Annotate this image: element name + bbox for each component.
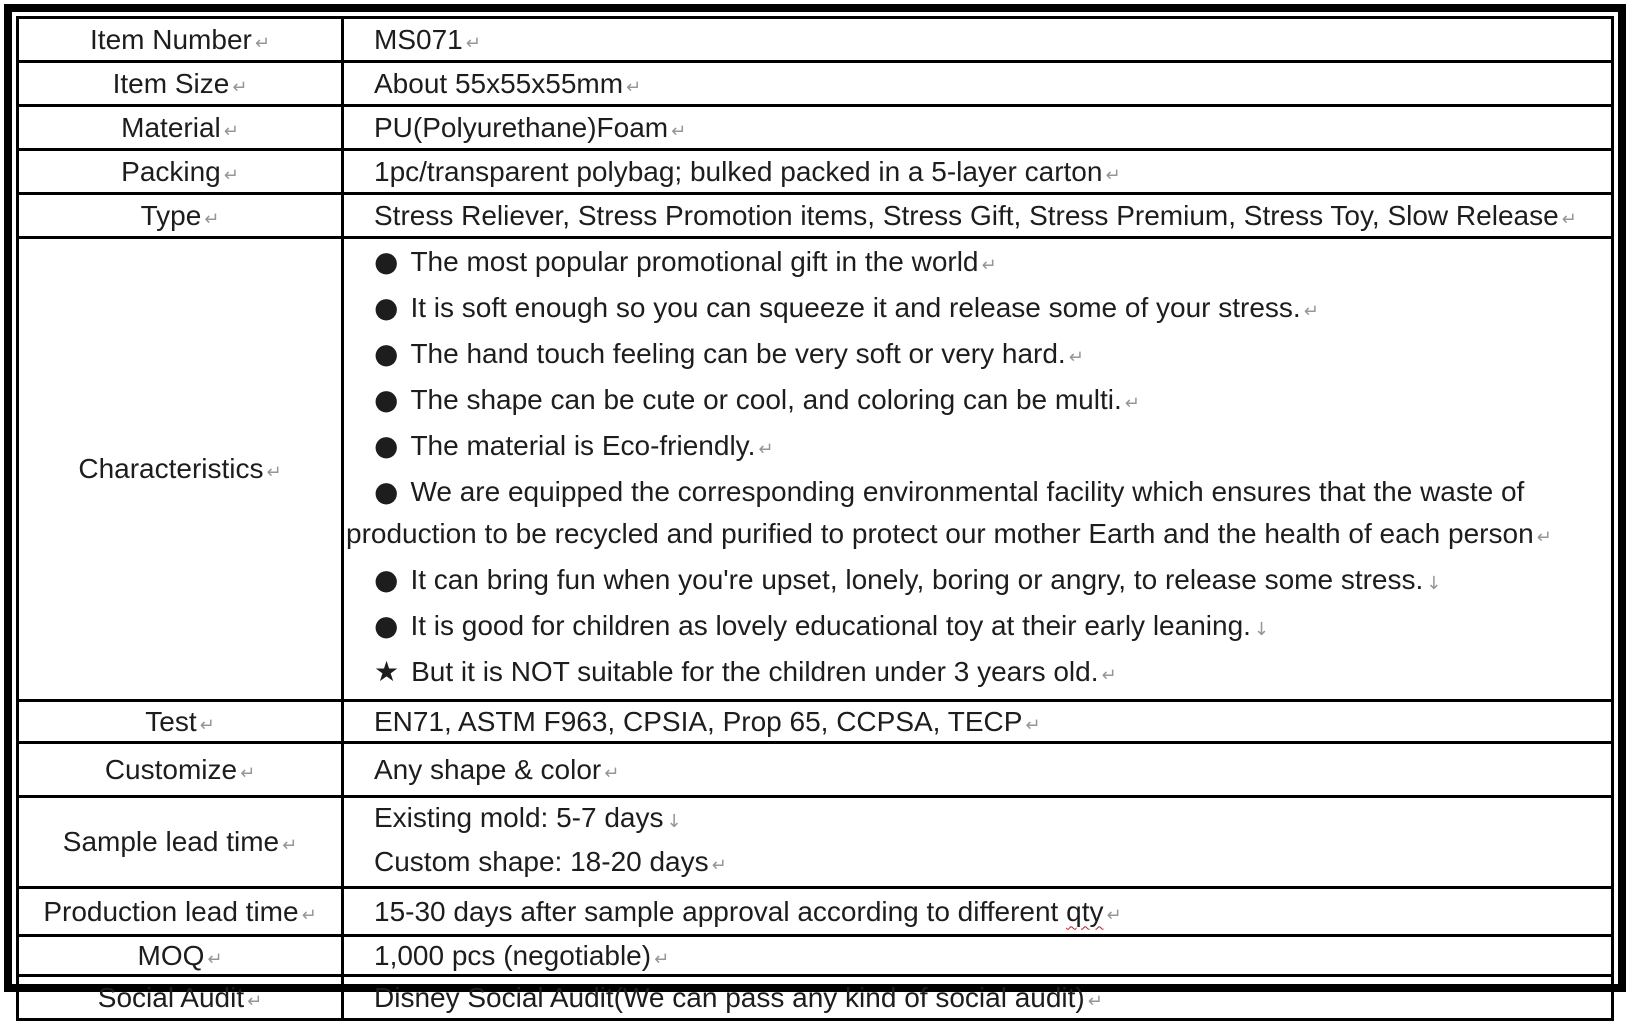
- row-label: Packing: [121, 155, 221, 187]
- characteristic-line: [346, 605, 1605, 651]
- table-row-production-lead-time: [18, 888, 1613, 936]
- misspelled-word: qty: [1066, 895, 1104, 927]
- table-row: [18, 194, 1613, 238]
- label-cell: [18, 797, 343, 888]
- row-value: 1pc/transparent polybag; bulked packed in a 5-layer carton: [374, 155, 1103, 187]
- characteristic-text: The most popular promotional gift in the world: [410, 246, 979, 277]
- bullet-icon: ●: [374, 245, 399, 278]
- characteristic-line: [346, 651, 1605, 697]
- label-cell: [18, 150, 343, 194]
- value-cell: [343, 743, 1613, 797]
- characteristic-line: [346, 287, 1605, 333]
- row-label: Production lead time: [43, 895, 299, 927]
- table-row: [18, 976, 1613, 1020]
- characteristic-text: The material is Eco-friendly.: [410, 430, 756, 461]
- table-row-characteristics: [18, 238, 1613, 701]
- bullet-icon: ●: [374, 291, 399, 324]
- characteristic-text: But it is NOT suitable for the children under 3 years old.: [411, 656, 1099, 687]
- paragraph-mark: ↵: [1068, 347, 1084, 368]
- characteristics-cell: [343, 238, 1613, 701]
- paragraph-mark: ↵: [626, 76, 642, 98]
- paragraph-mark: ↵: [254, 32, 270, 54]
- row-value: Disney Social Audit(We can pass any kind of social audit): [374, 981, 1085, 1013]
- table-row: [18, 62, 1613, 106]
- characteristic-text: The shape can be cute or cool, and coloring can be multi.: [410, 384, 1122, 415]
- paragraph-mark: ↵: [981, 255, 997, 276]
- paragraph-mark: ↵: [204, 208, 220, 230]
- paragraph-mark: ↵: [1101, 665, 1117, 686]
- paragraph-mark: ↵: [1124, 393, 1140, 414]
- characteristic-text: It is good for children as lovely educational toy at their early leaning.: [410, 610, 1251, 641]
- paragraph-mark: ↵: [1561, 208, 1577, 230]
- label-cell: [18, 936, 343, 976]
- label-cell: [18, 701, 343, 743]
- characteristic-line: [346, 471, 1605, 559]
- row-label: Item Size: [112, 67, 230, 99]
- label-cell: [18, 194, 343, 238]
- value-cell: [343, 18, 1613, 62]
- paragraph-mark: ↵: [1106, 904, 1122, 926]
- paragraph-mark: ↵: [207, 948, 223, 970]
- characteristic-text: It is soft enough so you can squeeze it and release some of your stress.: [410, 292, 1301, 323]
- bullet-icon: ●: [374, 563, 399, 596]
- characteristic-line: [346, 379, 1605, 425]
- table-row: [18, 701, 1613, 743]
- paragraph-mark: ↵: [465, 32, 481, 54]
- row-value: 1,000 pcs (negotiable): [374, 939, 652, 971]
- bullet-icon: ●: [374, 609, 399, 642]
- row-value: PU(Polyurethane)Foam: [374, 111, 669, 143]
- paragraph-mark: ↵: [758, 439, 774, 460]
- paragraph-mark: ↵: [1025, 714, 1041, 736]
- label-cell: [18, 976, 343, 1020]
- paragraph-mark: ↵: [266, 462, 282, 483]
- table-row: [18, 936, 1613, 976]
- value-cell: [343, 150, 1613, 194]
- row-label: Customize: [104, 753, 238, 785]
- paragraph-mark: ↵: [1087, 990, 1103, 1012]
- paragraph-mark: ↵: [301, 904, 317, 926]
- linebreak-mark: ↓: [666, 811, 682, 832]
- row-label: Test: [145, 705, 197, 737]
- document-page: [4, 4, 1626, 1013]
- row-value: EN71, ASTM F963, CPSIA, Prop 65, CCPSA, TECP: [374, 705, 1023, 737]
- row-value: Existing mold: 5-7 days: [374, 802, 664, 833]
- value-line: [374, 798, 1603, 842]
- characteristic-line: [346, 333, 1605, 379]
- paragraph-mark: ↵: [671, 120, 687, 142]
- row-label: Social Audit: [97, 981, 245, 1013]
- value-cell: [343, 936, 1613, 976]
- value-line: [374, 842, 1603, 886]
- value-cell: [343, 194, 1613, 238]
- linebreak-mark: ↓: [1253, 619, 1270, 640]
- row-label: Item Number: [90, 23, 252, 55]
- paragraph-mark: ↵: [247, 990, 263, 1012]
- row-value: Stress Reliever, Stress Promotion items, Stress Gift, Stress Premium, Stress Toy, Slow Release: [374, 199, 1559, 231]
- bullet-icon: ●: [374, 337, 399, 370]
- characteristic-text: The hand touch feeling can be very soft or very hard.: [410, 338, 1066, 369]
- paragraph-mark: ↵: [654, 948, 670, 970]
- paragraph-mark: ↵: [199, 714, 215, 736]
- bullet-icon: ●: [374, 383, 399, 416]
- value-cell: [343, 701, 1613, 743]
- paragraph-mark: ↵: [282, 835, 298, 856]
- characteristic-text: We are equipped the corresponding environmental facility which ensures that the waste of production to be recycled and purified to protect our mother Earth and the health of each person: [346, 476, 1534, 549]
- label-cell: [18, 62, 343, 106]
- table-row: [18, 743, 1613, 797]
- value-cell: [343, 797, 1613, 888]
- value-cell: [343, 106, 1613, 150]
- characteristic-line: [346, 559, 1605, 605]
- paragraph-mark: ↵: [223, 120, 239, 142]
- characteristic-text: It can bring fun when you're upset, lonely, boring or angry, to release some stress.: [410, 564, 1424, 595]
- value-cell: [343, 888, 1613, 936]
- characteristic-line: [346, 425, 1605, 471]
- row-value: Custom shape: 18-20 days: [374, 846, 709, 877]
- bullet-icon: ●: [374, 429, 399, 462]
- row-value: Any shape & color: [374, 753, 602, 785]
- row-value: MS071: [374, 23, 463, 55]
- label-cell: [18, 888, 343, 936]
- paragraph-mark: ↵: [223, 164, 239, 186]
- label-cell: [18, 743, 343, 797]
- paragraph-mark: ↵: [1105, 164, 1121, 186]
- star-icon: ★: [374, 655, 400, 688]
- label-cell: [18, 106, 343, 150]
- paragraph-mark: ↵: [1536, 527, 1552, 548]
- table-row-sample-lead-time: [18, 797, 1613, 888]
- product-spec-table: [16, 16, 1614, 1021]
- paragraph-mark: ↵: [711, 855, 727, 876]
- characteristic-line: [346, 241, 1605, 287]
- bullet-icon: ●: [374, 475, 399, 508]
- paragraph-mark: ↵: [232, 76, 248, 98]
- table-row: [18, 18, 1613, 62]
- paragraph-mark: ↵: [1303, 301, 1319, 322]
- row-label: Sample lead time: [62, 826, 280, 857]
- label-cell: [18, 18, 343, 62]
- row-label: Characteristics: [78, 453, 264, 484]
- label-cell: [18, 238, 343, 701]
- value-cell: [343, 976, 1613, 1020]
- value-cell: [343, 62, 1613, 106]
- row-label: Type: [140, 199, 202, 231]
- table-row: [18, 150, 1613, 194]
- row-label: Material: [121, 111, 221, 143]
- linebreak-mark: ↓: [1426, 573, 1442, 594]
- paragraph-mark: ↵: [604, 762, 620, 784]
- row-label: MOQ: [137, 939, 205, 971]
- row-value: 15-30 days after sample approval according to different: [374, 895, 1067, 927]
- paragraph-mark: ↵: [240, 762, 256, 784]
- table-row: [18, 106, 1613, 150]
- row-value: About 55x55x55mm: [374, 67, 624, 99]
